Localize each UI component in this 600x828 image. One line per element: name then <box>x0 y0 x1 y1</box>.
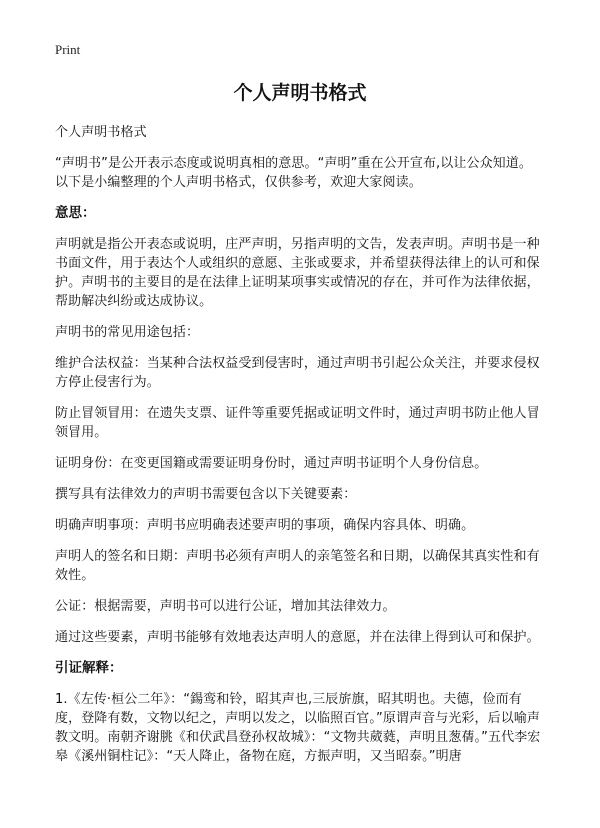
paragraph: 声明书的常见用途包括： <box>55 325 200 340</box>
citation-paragraph: 1.《左传·桓公二年》：“鍚鸾和铃，昭其声也,三辰旂旗，昭其明也。夫德，俭而有度，登降有数，文物以纪之，声明以发之，以临照百官。”原谓声音与光彩，后以喻声教文明。南朝齐谢朓《和伏武昌登孙权故城》：“文物共葳蕤，声明且葱蒨。”五代李宏皋《溪州铜柱记》：“天人降止，备物在庭，方振声明，又当昭泰。”明唐 <box>55 692 541 764</box>
paragraph: 声明就是指公开表态或说明，庄严声明，另指声明的文告，发表声明。声明书是一种书面文件，用于表达个人或组织的意愿、主张或要求，并希望获得法律上的认可和保护。声明书的主要目的是在法律上证明某项事实或情况的存在，并可作为法律依据，帮助解决纠纷或达成协议。 <box>55 237 540 309</box>
paragraph: 证明身份：在变更国籍或需要证明身份时，通过声明书证明个人身份信息。 <box>55 456 488 471</box>
paragraph: 通过这些要素，声明书能够有效地表达声明人的意愿，并在法律上得到认可和保护。 <box>55 630 540 645</box>
intro-label: 个人声明书格式 <box>55 125 147 140</box>
page-title: 个人声明书格式 <box>233 82 367 104</box>
section-heading-meaning: 意思： <box>55 205 96 221</box>
paragraph: 声明人的签名和日期：声明书必须有声明人的亲笔签名和日期，以确保其真实性和有效性。 <box>55 549 540 583</box>
paragraph: 维护合法权益：当某种合法权益受到侵害时，通过声明书引起公众关注，并要求侵权方停止侵害行为。 <box>55 356 540 390</box>
section-heading-citation: 引证解释： <box>55 660 123 676</box>
paragraph: 撰写具有法律效力的声明书需要包含以下关键要素： <box>55 487 357 502</box>
paragraph: 防止冒领冒用：在遗失支票、证件等重要凭据或证明文件时，通过声明书防止他人冒领冒用。 <box>55 406 540 440</box>
print-link[interactable]: Print <box>55 42 81 57</box>
paragraph: 公证：根据需要，声明书可以进行公证，增加其法律效力。 <box>55 599 396 614</box>
paragraph: 明确声明事项：声明书应明确表述要声明的事项，确保内容具体、明确。 <box>55 518 475 533</box>
intro-paragraph: “声明书”是公开表示态度或说明真相的意思。“声明”重在公开宣布,以让公众知道。以下是小编整理的个人声明书格式，仅供参考，欢迎大家阅读。 <box>55 156 532 190</box>
